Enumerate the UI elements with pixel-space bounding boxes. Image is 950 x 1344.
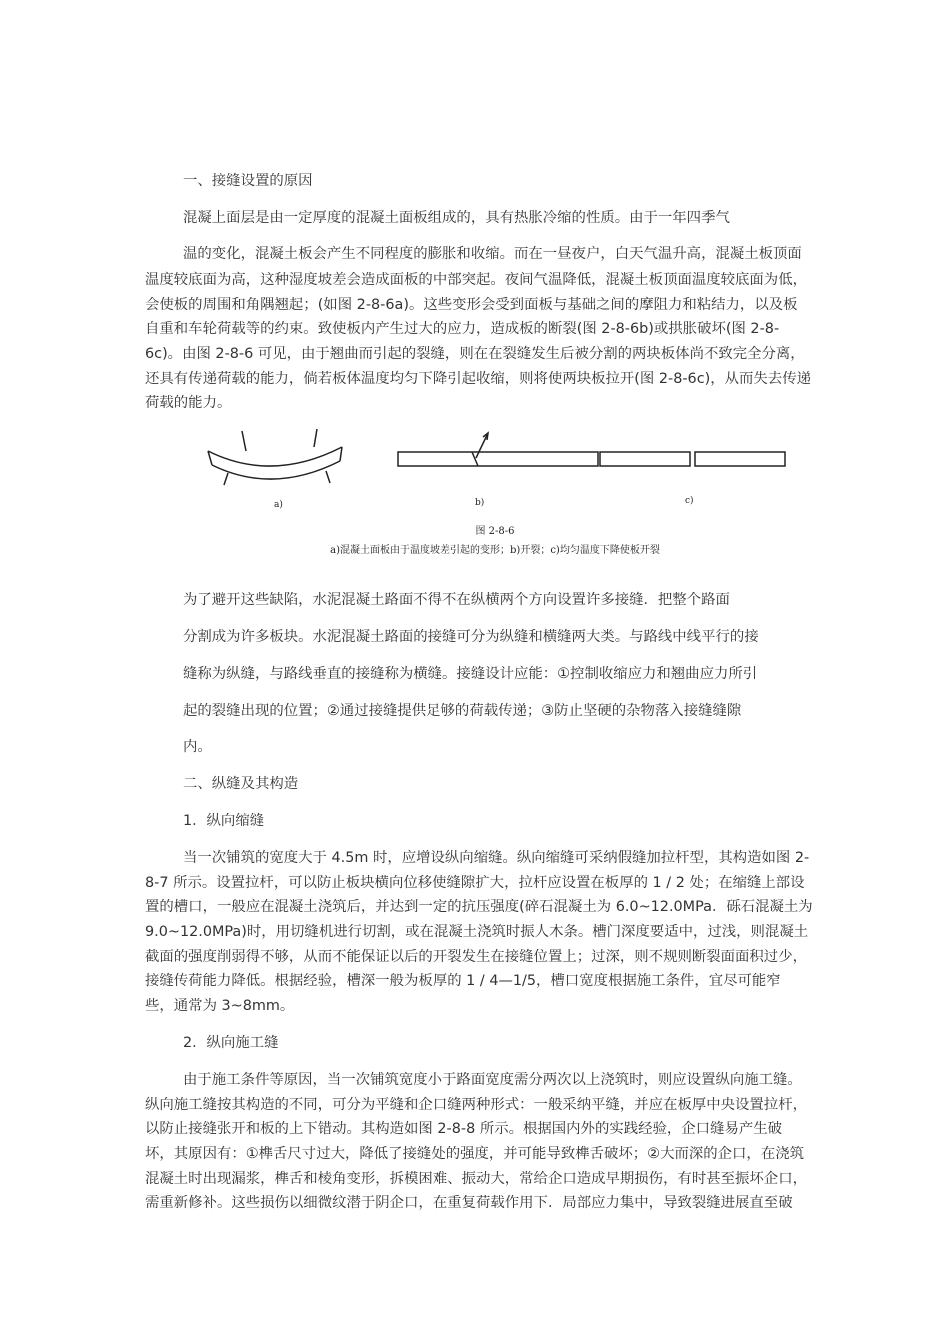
label-b: b) — [475, 498, 485, 508]
paragraph-line: 截面的强度削弱得不够，从而不能保证以后的开裂发生在接缝位置上；过深，则不规则断裂面面积过少， — [145, 949, 807, 965]
paragraph-line: 自重和车轮荷载等的约束。致使板内产生过大的应力，造成板的断裂(图 2-8-6b)或拱胀破坏(图 2-8- — [145, 321, 780, 337]
paragraph-line: 混凝上面层是由一定厚度的混凝土面板组成的，具有热胀冷缩的性质。由于一年四季气 — [183, 210, 730, 226]
slab-warped-bottom — [212, 461, 340, 479]
subheading-1: 1．纵向缩缝 — [183, 813, 265, 829]
heading-2: 二、纵缝及其构造 — [183, 776, 299, 792]
paragraph-line: 坏，其原因有：①榫舌尺寸过大，降低了接缝处的强度，并可能导致榫舌破坏；②大而深的企口，在浇筑 — [145, 1146, 804, 1162]
paragraph-line: 分割成为许多板块。水泥混凝土路面的接缝可分为纵缝和横缝两大类。与路线中线平行的接 — [183, 629, 759, 645]
paragraph-line: 为了避开这些缺陷，水泥混凝土路面不得不在纵横两个方向设置许多接缝．把整个路面 — [183, 592, 730, 608]
paragraph-line: 接缝传荷能力降低。根据经验，槽深一般为板厚的 1 / 4—1/5，槽口宽度根据施工条件，宜尽可能窄 — [145, 973, 781, 989]
label-c: c) — [685, 496, 694, 506]
paragraph-line: 9.0~12.0MPa)时，用切缝机进行切割，或在混凝土浇筑时振人木条。槽门深度要适中，过浅，则混凝土 — [145, 924, 809, 940]
arrow-right — [314, 429, 317, 447]
paragraph-line: 内。 — [183, 739, 212, 755]
paragraph-line: 6c)。由图 2-8-6 可见，由于翘曲而引起的裂缝，则在在裂缝发生后被分割的两块板体尚不致完全分离， — [145, 346, 805, 362]
paragraph-line: 当一次铺筑的宽度大于 4.5m 时，应增设纵向缩缝。纵向缩缝可采纳假缝加拉杆型，其构造如图 2- — [183, 850, 810, 866]
paragraph-line: 纵向施工缝按其构造的不同，可分为平缝和企口缝两种形式：一般采纳平缝，并应在板厚中央设置拉杆， — [145, 1097, 807, 1113]
figure-caption: a)混凝土面板由于温度坡差引起的变形；b)开裂；c)均匀温度下降使板开裂 — [330, 545, 660, 556]
paragraph-line: 荷载的能力。 — [145, 395, 232, 411]
subheading-2: 2．纵向施工缝 — [183, 1035, 279, 1051]
arrow-left — [242, 431, 246, 451]
paragraph-line: 还具有传递荷载的能力，倘若板体温度均匀下降引起收缩，则将使两块板拉开(图 2-8-6c)，从而失去传递 — [145, 371, 811, 387]
paragraph-line: 以防止接缝张开和板的上下错动。其构造如图 2-8-8 所示。根据国内外的实践经验，企口缝易产生破 — [145, 1121, 783, 1137]
paragraph-line: 8-7 所示。设置拉杆，可以防止板块横向位移使缝隙扩大，拉杆应设置在板厚的 1 / 2 处；在缩缝上部设 — [145, 875, 805, 891]
figure-title: 图 2-8-6 — [475, 526, 515, 537]
paragraph-line: 混凝土时出现漏浆，榫舌和棱角变形，拆模困难、振动大，常给企口造成早期损伤，有时甚至振坏企口， — [145, 1171, 807, 1187]
slab-warped-top — [208, 447, 342, 466]
paragraph-line: 温度较底面为高，这种湿度坡差会造成面板的中部突起。夜间气温降低，混凝土板顶面温度较底面为低， — [145, 272, 807, 288]
paragraph-line: 起的裂缝出现的位置；②通过接缝提供足够的荷载传递；③防止坚硬的杂物落入接缝缝隙 — [183, 703, 742, 719]
paragraph-line: 需重新修补。这些损伤以细微纹潜于阴企口，在重复荷载作用下．局部应力集中，导致裂缝进展直至破 — [145, 1195, 793, 1211]
paragraph-line: 置的槽口，一般应在混凝土浇筑后，并达到一定的抗压强度(碎石混凝土为 6.0~12.0MPa．砾石混凝土为 — [145, 899, 813, 915]
slab-right-part — [695, 452, 785, 466]
paragraph-line: 缝称为纵缝，与路线垂直的接缝称为横缝。接缝设计应能：①控制收缩应力和翘曲应力所引 — [183, 666, 758, 682]
label-a: a) — [274, 500, 283, 510]
heading-1: 一、接缝设置的原因 — [183, 173, 313, 189]
slab-left-part — [600, 452, 690, 466]
paragraph-line: 由于施工条件等原因，当一次铺筑宽度小于路面宽度需分两次以上浇筑时，则应设置纵向施工缝。 — [183, 1072, 802, 1088]
slab-cracked — [398, 452, 598, 466]
paragraph-line: 会使板的周围和角隅翘起；(如图 2-8-6a)。这些变形会受到面板与基础之间的摩阻力和粘结力，以及板 — [145, 297, 798, 313]
paragraph-line: 些，通常为 3~8mm。 — [145, 998, 295, 1014]
paragraph-line: 温的变化，混凝土板会产生不同程度的膨胀和收缩。而在一昼夜户，白天气温升高，混凝土板顶面 — [183, 246, 802, 262]
figure-2-8-6 — [190, 425, 800, 565]
crack-arrow — [476, 433, 488, 458]
